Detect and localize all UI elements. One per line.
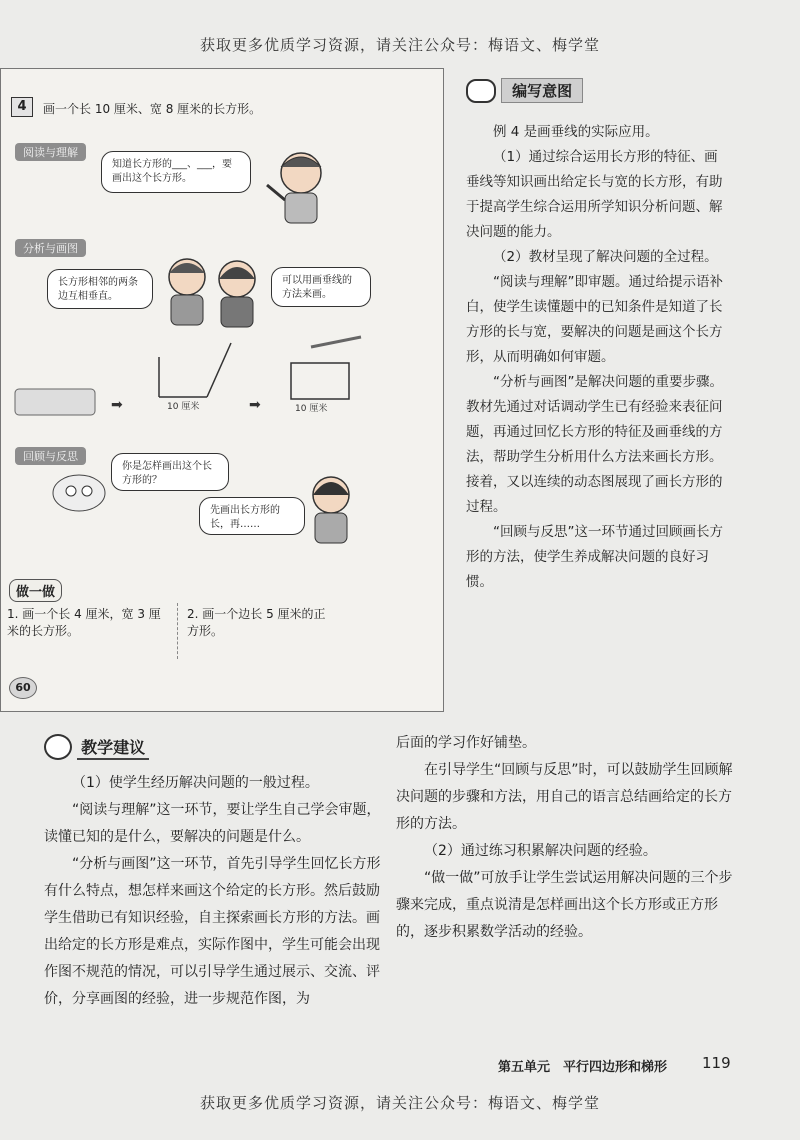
watermark-banner-top: 获取更多优质学习资源，请关注公众号：梅语文、梅学堂 (199, 36, 600, 54)
analysis-tag: 分析与画图 (15, 239, 86, 257)
practice-item-2: 2. 画一个边长 5 厘米的正方形。 (187, 607, 326, 638)
svg-text:➡: ➡ (249, 397, 261, 413)
intent-paragraph: 例 4 是画垂线的实际应用。 (493, 124, 659, 140)
review-tag: 回顾与反思 (15, 447, 86, 465)
intent-header: 编写意图 (466, 78, 583, 103)
analysis-bubble-right: 可以用画垂线的方法来画。 (271, 267, 371, 307)
suggestion-paragraph: （2）通过练习积累解决问题的经验。 (424, 843, 657, 859)
reading-tag: 阅读与理解 (15, 143, 86, 161)
textbook-excerpt (0, 68, 444, 712)
suggestion-paragraph: （1）使学生经历解决问题的一般过程。 (72, 775, 319, 791)
example-number-box: 4 (11, 97, 33, 117)
watermark-banner-bottom: 获取更多优质学习资源，请关注公众号：梅语文、梅学堂 (199, 1094, 600, 1112)
analysis-bubble-left: 长方形相邻的两条边互相垂直。 (47, 269, 153, 309)
suggestions-left-column (44, 770, 384, 1013)
suggestion-paragraph: 后面的学习作好铺垫。 (396, 735, 536, 751)
chapter-title: 第五单元 平行四边形和梯形 (498, 1060, 668, 1075)
suggestion-paragraph: “分析与画图”这一环节，首先引导学生回忆长方形有什么特点，想怎样来画这个给定的长方形。然后鼓励学生借助已有知识经验，自主探索画长方形的方法。画出给定的长方形是难点，实际作图中，学生可能会出现作图不规范的情况，可以引导学生通过展示、交流、评价，分享画图的经验，进一步规范作图，为 (44, 856, 381, 1007)
label-10cm-b: 10 厘米 (295, 404, 328, 414)
section-review (15, 445, 86, 465)
owl-illustration (47, 467, 111, 515)
boy-illustration (263, 145, 339, 227)
intent-paragraph: “阅读与理解”即审题。通过给提示语补白，使学生读懂题中的已知条件是知道了长方形的长与宽，要解决的问题是画这个长方形，从而明确如何审题。 (466, 274, 723, 365)
drawing-steps-illustration (11, 327, 431, 447)
page-number: 119 (702, 1054, 731, 1072)
review-bubble-left: 你是怎样画出这个长方形的？ (111, 453, 229, 491)
practice-divider (177, 603, 178, 659)
svg-text:➡: ➡ (111, 397, 123, 413)
suggestions-right-column (396, 730, 736, 946)
section-analysis (15, 237, 86, 257)
intent-paragraph: “分析与画图”是解决问题的重要步骤。教材先通过对话调动学生已有经验来表征问题，再通过回忆长方形的特征及画垂线的方法，帮助学生分析用什么方法来画长方形。接着，又以连续的动态图展现了画长方形的过程。 (466, 374, 723, 515)
label-10cm-a: 10 厘米 (167, 402, 200, 412)
section-reading (15, 141, 86, 161)
leaf-icon (44, 734, 72, 760)
suggestions-header: 教学建议 (44, 734, 149, 760)
intent-paragraph: “回顾与反思”这一环节通过回顾画长方形的方法，使学生养成解决问题的良好习惯。 (466, 524, 723, 590)
problem-text: 画一个长 10 厘米、宽 8 厘米的长方形。 (43, 102, 262, 116)
review-bubble-right: 先画出长方形的长，再…… (199, 497, 305, 535)
intent-paragraph: （1）通过综合运用长方形的特征、画垂线等知识画出给定长与宽的长方形，有助于提高学生综合运用所学知识分析问题、解决问题的能力。 (466, 149, 723, 240)
suggestion-paragraph: “阅读与理解”这一环节，要让学生自己学会审题，读懂已知的是什么，要解决的问题是什么。 (44, 802, 381, 845)
two-children-illustration (157, 249, 267, 331)
reading-speech-bubble: 知道长方形的___、___，要画出这个长方形。 (101, 151, 251, 193)
textbook-page-number: 60 (9, 677, 37, 699)
intent-body (466, 120, 728, 595)
practice-item-1: 1. 画一个长 4 厘米，宽 3 厘米的长方形。 (7, 607, 161, 638)
suggestion-paragraph: “做一做”可放手让学生尝试运用解决问题的三个步骤来完成，重点说清是怎样画出这个长方形或正方形的，逐步积累数学活动的经验。 (396, 870, 733, 940)
intent-paragraph: （2）教材呈现了解决问题的全过程。 (493, 249, 718, 265)
suggestion-paragraph: 在引导学生“回顾与反思”时，可以鼓励学生回顾解决问题的步骤和方法，用自己的语言总结画给定的长方形的方法。 (396, 762, 733, 832)
girl-illustration (301, 469, 363, 545)
book-icon (466, 79, 496, 103)
practice-title: 做一做 (9, 579, 62, 602)
